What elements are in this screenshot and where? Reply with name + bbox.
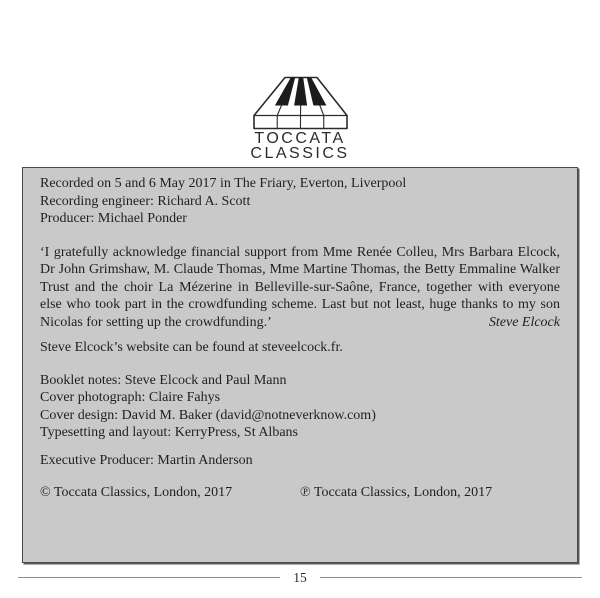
credits-box [22, 167, 578, 563]
production-line: Cover design: David M. Baker (david@notneverknow.com) [40, 407, 376, 423]
quote-line: ‘I gratefully acknowledge financial support from Mme Renée Colleu, Mrs Barbara Elcock, [40, 244, 560, 260]
copyright-row [40, 484, 560, 502]
production-credits [40, 372, 560, 442]
quote-last-line [40, 314, 560, 332]
page-number: 15 [293, 569, 307, 585]
logo-text-classics: CLASSICS [250, 145, 350, 162]
quote-line: Dr John Grimshaw, M. Claude Thomas, Mme Martine Thomas, the Betty Emmaline Walker [40, 262, 560, 277]
website-line: Steve Elcock’s website can be found at steveelcock.fr. [40, 340, 343, 355]
toccata-classics-logo [0, 75, 600, 161]
recording-info [40, 175, 560, 228]
phonogram-notice: ℗ Toccata Classics, London, 2017 [300, 485, 493, 500]
footer-rule-left [18, 577, 280, 579]
production-line: Booklet notes: Steve Elcock and Paul Mann [40, 372, 287, 388]
recording-line: Recorded on 5 and 6 May 2017 in The Friary, Everton, Liverpool [40, 176, 407, 191]
acknowledgement-quote [40, 244, 560, 332]
logo-text-toccata: TOCCATA [254, 130, 346, 147]
quote-line: Nicolas for setting up the crowdfunding.’ [40, 314, 272, 330]
footer-rule-right [320, 577, 582, 579]
quote-line: else who took part in the crowdfunding scheme. Last but not least, huge thanks to my son [40, 297, 560, 312]
page-footer [18, 569, 582, 586]
piano-keys-icon [252, 75, 349, 131]
production-line: Cover photograph: Claire Fahys [40, 390, 221, 405]
production-line: Typesetting and layout: KerryPress, St Albans [40, 425, 298, 440]
quote-line: Trust and the choir La Mézerine in Belleville-sur-Saône, France, together with everyone [40, 279, 560, 295]
recording-line: Recording engineer: Richard A. Scott [40, 193, 251, 209]
executive-producer-line: Executive Producer: Martin Anderson [40, 452, 253, 468]
recording-line: Producer: Michael Ponder [40, 211, 187, 226]
quote-attribution: Steve Elcock [488, 314, 560, 330]
copyright-notice: © Toccata Classics, London, 2017 [40, 485, 233, 500]
